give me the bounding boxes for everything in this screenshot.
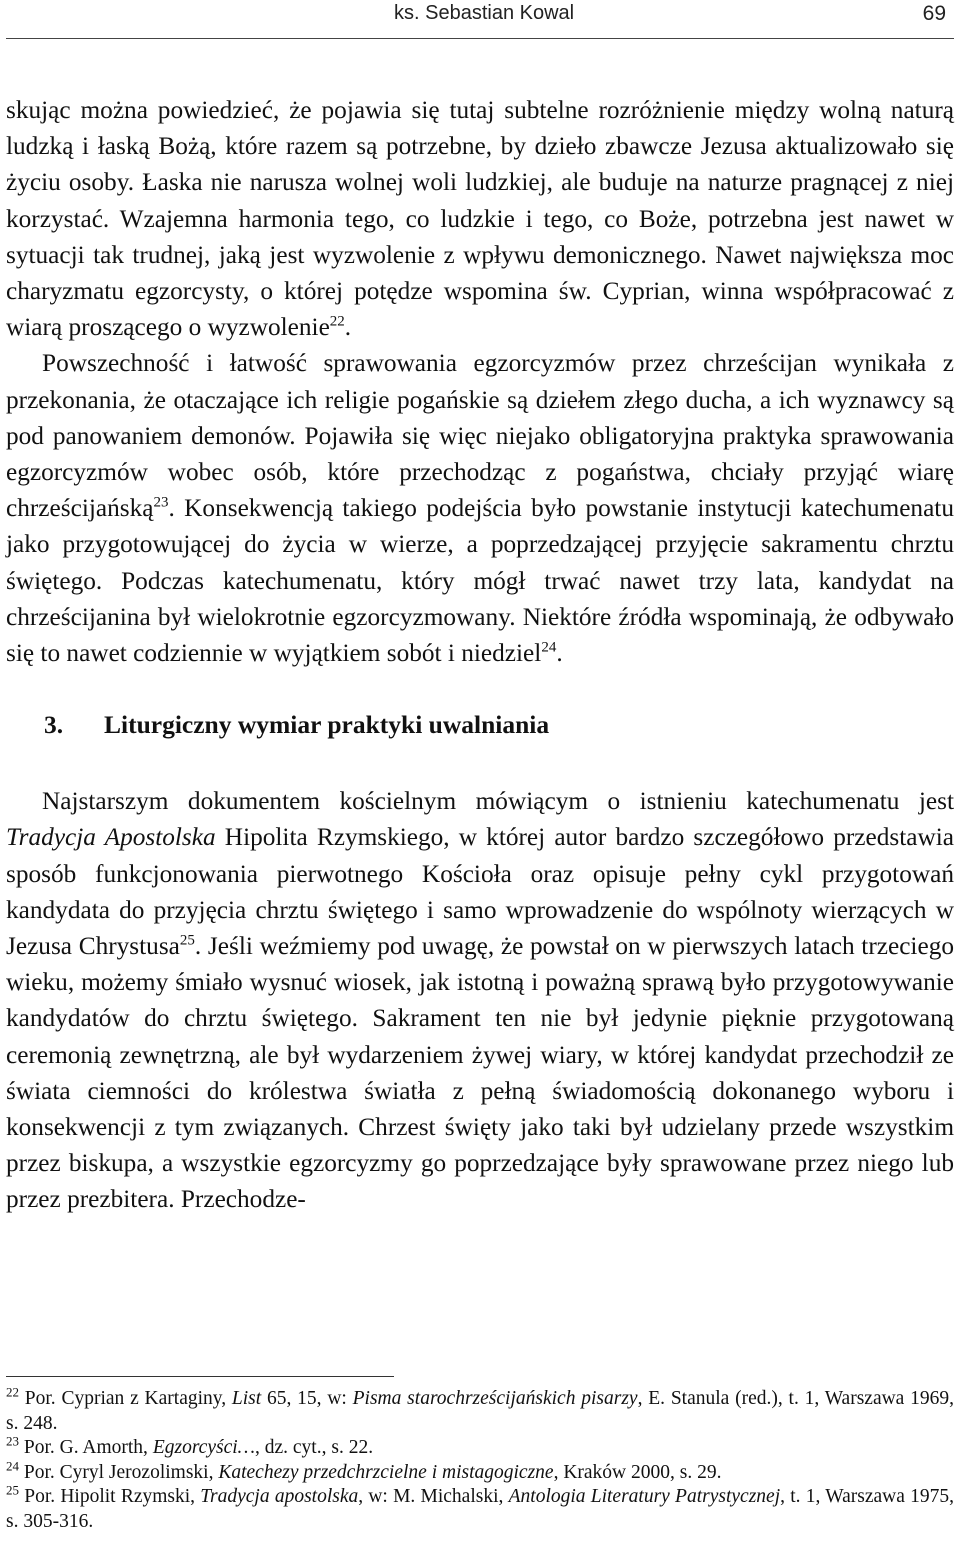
paragraph-1 (6, 92, 954, 345)
footnote-ref-24[interactable]: 24 (541, 639, 557, 656)
paragraph-text: . (344, 313, 352, 342)
footnote-text: , t. 1, Warszawa 1975, s. 305-316. (6, 1486, 954, 1532)
footnote-italic: Katechezy przedchrzcielne i mistagogiczne (218, 1461, 554, 1483)
footnote-divider (6, 1376, 394, 1377)
paragraph-text: skując można powiedzieć, że pojawia się tutaj subtelne rozróżnienie między wolną naturą ludzką i łaską Bożą, które razem są potrzebne, by dzieło zbawcze Jezusa aktualizowało się życiu osoby. Łaska nie narusza wolnej woli ludzkiej, ale buduje na naturze pragnącej z niej korzystać. Wzajemna harmonia tego, co ludzkie i tego, co Boże, potrzebna jest nawet w sytuacji tak trudnej, jaką jest wyzwolenie z wpływu demonicznego. Nawet największa moc charyzmatu egzorcysty, o której potędze wspomina św. Cyprian, winna współpracować z wiarą proszącego o wyzwolenie (6, 96, 954, 342)
body-text (6, 92, 954, 1218)
footnote-24 (6, 1458, 954, 1486)
section-number: 3. (44, 710, 64, 740)
footnote-italic: Antologia Literatury Patrystycznej (508, 1486, 781, 1508)
paragraph-text: Hipolita Rzymskiego, w której autor bardzo szczegółowo przedstawia sposób funkcjonowania pierwotnego Kościoła oraz opisuje pełny cykl przygotowań kandydata do przyjęcia chrztu świętego i samo wprowadzenie do wspólnoty wierzących w Jezusa Chrystusa (6, 823, 954, 961)
footnote-text: , w: M. Michalski, (358, 1486, 509, 1508)
footnote-italic: List (231, 1388, 262, 1409)
footnote-number: 24 (6, 1458, 19, 1474)
footnotes (6, 1376, 954, 1535)
footnote-ref-22[interactable]: 22 (329, 313, 345, 330)
footnote-text: Por. Cyprian z Kartaginy, (19, 1388, 232, 1409)
footnote-text: Por. G. Amorth, (19, 1437, 153, 1459)
footnote-22 (6, 1384, 955, 1436)
footnote-number: 25 (6, 1482, 19, 1498)
footnote-25 (6, 1482, 954, 1534)
section-heading (6, 707, 954, 743)
paragraph-text: . Jeśli weźmiemy pod uwagę, że powstał on w pierwszych latach trzeciego wieku, możemy śmiało wysnuć wiosek, jak istotną i poważną sprawą było przygotowywanie kandydatów do chrztu świętego. Sakrament ten nie był jedynie pięknie przygotowaną ceremonią zewnętrzną, ale był wydarzeniem żywej wiary, w której kandydat przechodził ze świata ciemności do królestwa światła z pełną świadomością dokonanego wyboru i konsekwencji z tym związanych. Chrzest święty jako taki był udzielany przede wszystkim przez biskupa, a wszystkie egzorcyzmy go poprzedzające były sprawowane przez niego lub przez prezbitera. Przechodze- (6, 932, 954, 1214)
footnote-text: Por. Cyryl Jerozolimski, (19, 1461, 219, 1483)
italic-title: Tradycja Apostolska (6, 823, 216, 852)
footnote-text: Por. Hipolit Rzymski, (19, 1486, 201, 1508)
page-header (6, 0, 954, 39)
running-head: ks. Sebastian Kowal (394, 2, 575, 24)
paragraph-text: . (556, 639, 563, 668)
footnote-23 (6, 1433, 954, 1461)
footnote-text: 65, 15, w: (261, 1388, 353, 1409)
page-number: 69 (922, 2, 946, 25)
footnote-italic: Egzorcyści… (152, 1437, 255, 1459)
paragraph-3 (6, 783, 954, 1217)
footnote-number: 22 (6, 1384, 19, 1400)
paragraph-text: . Konsekwencją takiego podejścia było powstanie instytucji katechumenatu jako przygotowującej do życia w wierze, a poprzedzającej przyjęcie sakramentu chrztu świętego. Podczas katechumenatu, który mógł trwać nawet trzy lata, kandydat na chrześcijanina był wielokrotnie egzorcyzmowany. Niektóre źródła wspominają, że odbywało się to nawet codziennie w wyjątkiem sobót i niedziel (6, 494, 954, 668)
footnote-ref-23[interactable]: 23 (153, 494, 169, 511)
paragraph-2 (6, 345, 954, 671)
footnote-italic: Tradycja apostolska (200, 1486, 359, 1508)
footnote-text: , E. Stanula (red.), t. 1, Warszawa 1969, s. 248. (6, 1388, 955, 1434)
paragraph-text: Najstarszym dokumentem kościelnym mówiącym o istnieniu katechumenatu jest (42, 787, 954, 816)
footnote-ref-25[interactable]: 25 (179, 932, 195, 949)
paragraph-text: Powszechność i łatwość sprawowania egzorcyzmów przez chrześcijan wynikała z przekonania, że otaczające ich religie pogańskie są dziełem złego ducha, a ich wyznawcy są pod panowaniem demonów. Pojawiła się więc niejako obligatoryjna praktyka sprawowania egzorcyzmów wobec osób, które przechodząc z pogaństwa, chciały przyjąć wiarę chrześcijańską (6, 349, 954, 523)
footnote-text: , dz. cyt., s. 22. (255, 1437, 374, 1459)
footnote-text: , Kraków 2000, s. 29. (553, 1461, 722, 1483)
section-title: Liturgiczny wymiar praktyki uwalniania (104, 710, 550, 740)
footnote-italic: Pisma starochrześcijańskich pisarzy (352, 1388, 638, 1409)
footnote-number: 23 (6, 1433, 19, 1449)
